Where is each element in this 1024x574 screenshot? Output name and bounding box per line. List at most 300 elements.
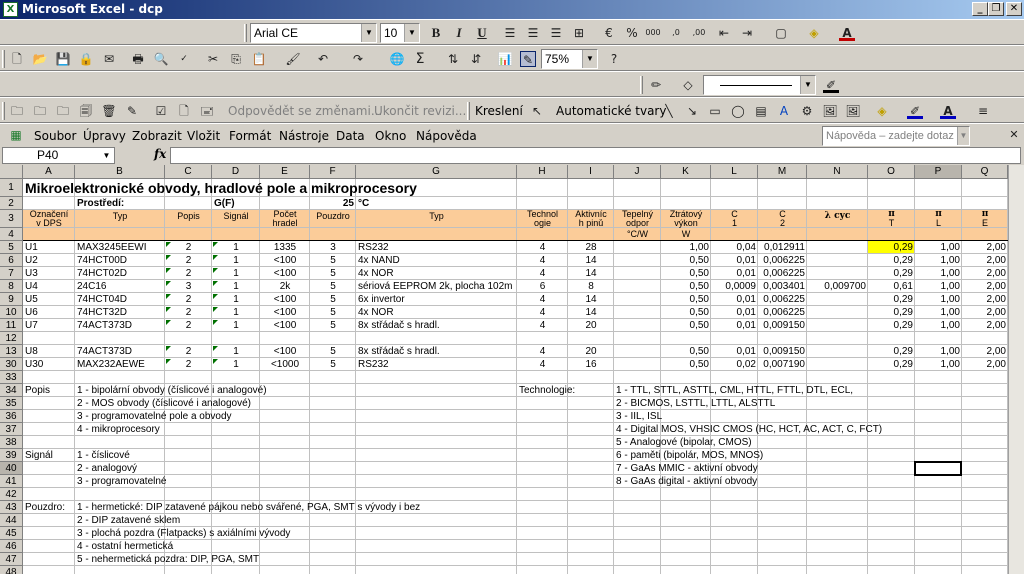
table-cell[interactable]: 2 [185, 294, 192, 305]
row-header-41[interactable]: 41 [0, 475, 23, 488]
toolbar-grip[interactable] [2, 50, 5, 68]
table-cell[interactable]: 0,50 [689, 346, 709, 357]
row-header-2[interactable]: 2 [0, 197, 23, 210]
technology-legend-text[interactable]: 4 - Digital MOS, VHSIC CMOS (HC, HCT, AC, ACT, C, FCT) [616, 424, 883, 435]
technology-legend-text[interactable]: 1 - TTL, STTL, ASTTL, CML, HTTL, FTTL, DTL, ECL, [616, 385, 854, 396]
line-color-icon[interactable]: ✐ [823, 77, 839, 93]
table-cell[interactable]: 1,00 [940, 294, 960, 305]
table-cell[interactable]: 14 [585, 294, 597, 305]
table-cell[interactable]: 0,29 [893, 294, 913, 305]
table-cell[interactable]: 5 [330, 255, 336, 266]
table-cell[interactable]: 5 [330, 320, 336, 331]
prev-comment-icon[interactable]: 🗀 [33, 104, 46, 118]
end-review-button[interactable]: Ukončit revizi... [374, 104, 467, 118]
header-i-line1[interactable]: h pinů [578, 219, 604, 228]
table-cell[interactable]: 1,00 [689, 242, 709, 253]
menu-view[interactable]: Zobrazit [132, 129, 182, 143]
sort-ascending-icon[interactable]: ⇅ [447, 52, 459, 66]
table-cell[interactable]: 8x střádač s hradl. [358, 346, 440, 357]
error-indicator-icon[interactable] [166, 281, 171, 286]
table-cell[interactable]: 2 [185, 320, 192, 331]
cut-icon[interactable]: ✂ [207, 52, 219, 66]
table-cell[interactable]: 0,50 [689, 320, 709, 331]
technology-legend-text[interactable]: 3 - IIL, ISL [616, 411, 663, 422]
error-indicator-icon[interactable] [166, 294, 171, 299]
print-preview-icon[interactable]: 🔍 [153, 52, 169, 66]
restore-button[interactable]: ❐ [988, 2, 1004, 16]
temp-unit[interactable]: °C [358, 198, 370, 209]
decrease-decimal-icon[interactable]: ,00 [692, 28, 706, 37]
table-cell[interactable]: 0,0009 [725, 281, 756, 292]
table-cell[interactable]: <100 [273, 294, 297, 305]
send-icon[interactable]: 🖃 [199, 104, 215, 118]
row-header-44[interactable]: 44 [0, 514, 23, 527]
header-a-line0[interactable]: Označení [29, 210, 69, 219]
show-all-comments-icon[interactable]: 🗐 [80, 104, 92, 118]
table-cell[interactable]: 2 [185, 307, 192, 318]
table-cell[interactable]: 20 [585, 320, 597, 331]
font-color-icon[interactable]: A [839, 25, 855, 41]
table-cell[interactable]: 0,007190 [763, 359, 805, 370]
toolbar-grip[interactable] [467, 102, 470, 120]
column-header-l[interactable]: L [711, 165, 758, 179]
table-cell[interactable]: 1,00 [940, 242, 960, 253]
row-header-40[interactable]: 40 [0, 462, 23, 475]
table-cell[interactable]: 0,02 [736, 359, 756, 370]
increase-decimal-icon[interactable]: ,0 [672, 28, 680, 37]
table-cell[interactable]: 74HCT04D [77, 294, 128, 305]
vertical-scrollbar[interactable] [1008, 165, 1024, 574]
close-button[interactable]: ✕ [1006, 2, 1022, 16]
error-indicator-icon[interactable] [213, 281, 218, 286]
header-h-line0[interactable]: Technol [526, 210, 559, 219]
legend-text[interactable]: 1 - bipolární obvody (číslicové i analogové) [77, 385, 267, 396]
table-cell[interactable]: 8 [588, 281, 594, 292]
table-cell[interactable]: 2,00 [986, 242, 1006, 253]
table-cell[interactable]: 0,009150 [763, 320, 805, 331]
table-cell[interactable]: 1335 [273, 242, 297, 253]
error-indicator-icon[interactable] [213, 294, 218, 299]
table-cell[interactable]: 4x NOR [358, 307, 394, 318]
pencil-icon[interactable]: ✏ [650, 78, 662, 92]
table-cell[interactable]: 1 [233, 242, 239, 253]
delete-comment-icon[interactable]: 🗑 [101, 104, 117, 118]
table-cell[interactable]: 0,006225 [763, 255, 805, 266]
error-indicator-icon[interactable] [166, 320, 171, 325]
table-cell[interactable]: 2 [185, 346, 192, 357]
chevron-down-icon[interactable]: ▼ [404, 24, 419, 42]
table-cell[interactable]: 74HCT02D [77, 268, 128, 279]
row-header-12[interactable]: 12 [0, 332, 23, 345]
table-cell[interactable]: 0,006225 [763, 268, 805, 279]
sort-descending-icon[interactable]: ⇵ [470, 52, 482, 66]
table-cell[interactable]: 2,00 [986, 307, 1006, 318]
error-indicator-icon[interactable] [213, 242, 218, 247]
error-indicator-icon[interactable] [213, 346, 218, 351]
name-box[interactable]: P40 ▼ [2, 147, 115, 164]
legend-text[interactable]: 1 - číslicové [77, 450, 130, 461]
table-cell[interactable]: 1,00 [940, 281, 960, 292]
legend-text[interactable]: 1 - hermetické: DIP zatavené pájkou nebo svářené, PGA, SMT s vývody i bez [77, 502, 421, 513]
table-cell[interactable]: 1 [233, 255, 239, 266]
header-l-line0[interactable]: C [731, 210, 738, 219]
error-indicator-icon[interactable] [166, 307, 171, 312]
table-cell[interactable]: 0,50 [689, 255, 709, 266]
table-cell[interactable]: 0,009150 [763, 346, 805, 357]
column-header-q[interactable]: Q [962, 165, 1008, 179]
chevron-down-icon[interactable]: ▼ [102, 151, 111, 160]
legend-text[interactable]: 2 - MOS obvody (číslicové i analogové) [77, 398, 251, 409]
save-icon[interactable]: 💾 [55, 52, 71, 66]
table-cell[interactable]: 0,01 [736, 307, 756, 318]
chevron-down-icon[interactable]: ▼ [361, 24, 376, 42]
draw-menu-button[interactable]: Kreslení [475, 104, 523, 118]
toolbar-grip[interactable] [640, 76, 643, 94]
worksheet-grid[interactable] [0, 165, 1024, 574]
ink-icon[interactable]: ✎ [126, 104, 138, 118]
table-cell[interactable]: 0,29 [893, 346, 913, 357]
table-cell[interactable]: 74HCT00D [77, 255, 128, 266]
table-cell[interactable]: 5 [330, 281, 336, 292]
merge-center-icon[interactable]: ⊞ [573, 26, 585, 40]
track-changes-icon[interactable]: ☑ [155, 104, 167, 118]
percent-icon[interactable]: % [626, 26, 638, 40]
header-i-line0[interactable]: Aktivníc [575, 210, 607, 219]
header-e-line0[interactable]: Počet [273, 210, 297, 219]
toolbar-grip[interactable] [2, 102, 5, 120]
table-cell[interactable]: 0,01 [736, 294, 756, 305]
line-style-icon[interactable]: ≡ [977, 104, 989, 118]
table-cell[interactable]: 1 [233, 268, 239, 279]
table-cell[interactable]: 5 [330, 294, 336, 305]
table-cell[interactable]: 0,006225 [763, 294, 805, 305]
spelling-icon[interactable]: ✓ [180, 54, 188, 64]
table-cell[interactable]: U8 [25, 346, 38, 357]
table-cell[interactable]: <100 [273, 255, 297, 266]
eraser-icon[interactable]: ◇ [683, 78, 693, 92]
table-cell[interactable]: 0,29 [893, 359, 913, 370]
table-cell[interactable]: 20 [585, 346, 597, 357]
wordart-icon[interactable]: A [779, 104, 789, 118]
table-cell[interactable]: 0,50 [689, 268, 709, 279]
table-cell[interactable]: <100 [273, 307, 297, 318]
row-header-33[interactable]: 33 [0, 371, 23, 384]
menu-file[interactable]: Soubor [34, 129, 77, 143]
header-o-line1[interactable]: T [888, 219, 895, 228]
formula-input[interactable] [170, 147, 1021, 164]
chart-wizard-icon[interactable]: 📊 [497, 52, 513, 66]
table-cell[interactable]: 1,00 [940, 268, 960, 279]
row-header-8[interactable]: 8 [0, 280, 23, 293]
picture-icon[interactable]: 🖼 [845, 104, 861, 118]
technology-legend-text[interactable]: 8 - GaAs digital - aktivní obvody [616, 476, 758, 487]
column-header-h[interactable]: H [517, 165, 568, 179]
diagram-icon[interactable]: ⚙ [801, 104, 813, 118]
row-header-43[interactable]: 43 [0, 501, 23, 514]
open-folder-icon[interactable]: 📂 [32, 52, 48, 66]
chevron-down-icon[interactable]: ▼ [582, 50, 597, 68]
table-cell[interactable]: 14 [585, 307, 597, 318]
table-cell[interactable]: 6x invertor [358, 294, 405, 305]
error-indicator-icon[interactable] [166, 242, 171, 247]
header-j-line2[interactable]: °C/W [626, 229, 649, 239]
column-header-e[interactable]: E [260, 165, 310, 179]
table-cell[interactable]: U2 [25, 255, 38, 266]
table-cell[interactable]: 1 [233, 346, 239, 357]
table-cell[interactable]: 4 [539, 307, 546, 318]
row-header-11[interactable]: 11 [0, 319, 23, 332]
table-cell[interactable]: 1 [233, 294, 239, 305]
header-b[interactable]: Typ [112, 211, 128, 221]
header-m-line0[interactable]: C [779, 210, 786, 219]
table-cell[interactable]: 2 [185, 242, 192, 253]
row-header-10[interactable]: 10 [0, 306, 23, 319]
column-header-g[interactable]: G [356, 165, 517, 179]
borders-icon[interactable]: ▢ [775, 26, 787, 40]
font-size-combo[interactable]: 10 ▼ [380, 23, 420, 43]
legend-text[interactable]: 4 - ostatní hermetická [77, 541, 174, 552]
table-cell[interactable]: 2,00 [986, 268, 1006, 279]
header-h-line1[interactable]: ogie [533, 219, 551, 228]
table-cell[interactable]: <100 [273, 346, 297, 357]
row-header-7[interactable]: 7 [0, 267, 23, 280]
temp-value[interactable]: 25 [342, 198, 354, 209]
line-tool-icon[interactable]: ╲ [665, 104, 673, 118]
header-c[interactable]: Popis [177, 211, 200, 221]
update-file-icon[interactable]: 🗋 [179, 104, 189, 118]
table-cell[interactable]: 4 [539, 255, 546, 266]
oval-tool-icon[interactable]: ◯ [731, 104, 745, 118]
table-cell[interactable]: 4 [539, 242, 546, 253]
selected-cell-p40[interactable] [914, 461, 962, 476]
show-comment-icon[interactable]: 🗀 [10, 104, 23, 118]
italic-icon[interactable]: I [456, 25, 462, 40]
hyperlink-icon[interactable]: 🌐 [389, 52, 405, 66]
error-indicator-icon[interactable] [166, 359, 171, 364]
table-cell[interactable]: RS232 [358, 242, 389, 253]
table-cell[interactable]: 5 [330, 346, 336, 357]
table-cell[interactable]: 1,00 [940, 307, 960, 318]
row-header-1[interactable]: 1 [0, 179, 23, 197]
column-header-o[interactable]: O [868, 165, 915, 179]
help-icon[interactable]: ? [610, 52, 618, 66]
clipart-icon[interactable]: 🖼 [822, 104, 838, 118]
header-e-line1[interactable]: hradel [272, 219, 298, 228]
autosum-icon[interactable]: Σ [415, 51, 425, 67]
row-header-4[interactable]: 4 [0, 228, 23, 241]
header-q-line0[interactable]: π [981, 210, 989, 219]
error-indicator-icon[interactable] [213, 307, 218, 312]
table-cell[interactable]: U3 [25, 268, 38, 279]
close-workbook-icon[interactable]: ✕ [1009, 128, 1019, 141]
table-cell[interactable]: 0,009700 [824, 281, 866, 292]
bold-icon[interactable]: B [431, 25, 441, 40]
column-header-k[interactable]: K [661, 165, 711, 179]
header-l-line1[interactable]: 1 [731, 219, 737, 228]
underline-icon[interactable]: U [477, 25, 487, 40]
table-cell[interactable]: 2,00 [986, 294, 1006, 305]
table-cell[interactable]: 3 [185, 281, 192, 292]
legend-text[interactable]: 2 - analogový [77, 463, 138, 474]
table-cell[interactable]: 4 [539, 294, 546, 305]
table-cell[interactable]: 28 [585, 242, 597, 253]
table-cell[interactable]: 0,003401 [763, 281, 805, 292]
table-cell[interactable]: sériová EEPROM 2k, plocha 102m [358, 281, 513, 292]
row-header-36[interactable]: 36 [0, 410, 23, 423]
table-cell[interactable]: 0,61 [893, 281, 913, 292]
row-header-46[interactable]: 46 [0, 540, 23, 553]
table-cell[interactable]: 1,00 [940, 320, 960, 331]
table-cell[interactable]: 0,50 [689, 281, 709, 292]
line-color-icon[interactable]: ✐ [907, 103, 923, 119]
header-q-line1[interactable]: E [981, 219, 988, 228]
table-cell[interactable]: 1 [233, 320, 239, 331]
error-indicator-icon[interactable] [166, 255, 171, 260]
row-header-45[interactable]: 45 [0, 527, 23, 540]
table-cell[interactable]: 0,012911 [764, 242, 805, 253]
table-cell[interactable]: 0,29 [893, 268, 913, 279]
table-cell[interactable]: MAX3245EEWI [77, 242, 147, 253]
table-cell[interactable]: 74ACT373D [77, 320, 133, 331]
legend-text[interactable]: 5 - nehermetická pozdra: DIP, PGA, SMT [77, 554, 260, 565]
error-indicator-icon[interactable] [213, 255, 218, 260]
table-cell[interactable]: 0,29 [893, 320, 913, 331]
header-o-line0[interactable]: π [888, 210, 895, 219]
menu-insert[interactable]: Vložit [187, 129, 221, 143]
table-cell[interactable]: 0,29 [893, 242, 913, 253]
column-header-p[interactable]: P [915, 165, 962, 179]
table-cell[interactable]: 1 [233, 307, 239, 318]
row-header-13[interactable]: 13 [0, 345, 23, 358]
error-indicator-icon[interactable] [213, 359, 218, 364]
column-header-n[interactable]: N [807, 165, 868, 179]
column-header-m[interactable]: M [758, 165, 807, 179]
paste-icon[interactable]: 📋 [251, 52, 267, 66]
table-cell[interactable]: 1,00 [940, 359, 960, 370]
table-cell[interactable]: 4 [539, 346, 546, 357]
table-cell[interactable]: U4 [25, 281, 38, 292]
error-indicator-icon[interactable] [166, 268, 171, 273]
table-cell[interactable]: 1 [233, 359, 239, 370]
legend-label[interactable]: Popis [25, 385, 51, 396]
workbook-icon[interactable]: ▦ [10, 128, 22, 142]
table-cell[interactable]: 4x NOR [358, 268, 394, 279]
column-header-j[interactable]: J [614, 165, 661, 179]
new-file-icon[interactable]: 🗋 [12, 52, 22, 66]
legend-text[interactable]: 3 - plochá pozdra (Flatpacks) s axiálními vývody [77, 528, 291, 539]
column-header-b[interactable]: B [75, 165, 165, 179]
menu-window[interactable]: Okno [375, 129, 407, 143]
textbox-tool-icon[interactable]: ▤ [755, 104, 767, 118]
table-cell[interactable]: 24C16 [77, 281, 107, 292]
permission-icon[interactable]: 🔒 [78, 52, 94, 66]
table-cell[interactable]: 3 [330, 242, 336, 253]
table-cell[interactable]: 0,29 [893, 255, 913, 266]
table-cell[interactable]: 0,01 [736, 268, 756, 279]
header-d[interactable]: Signál [223, 211, 249, 221]
column-header-f[interactable]: F [310, 165, 356, 179]
legend-text[interactable]: 2 - DIP zatavené sklem [77, 515, 181, 526]
table-cell[interactable]: 0,50 [689, 294, 709, 305]
align-right-icon[interactable]: ☰ [550, 26, 562, 40]
table-cell[interactable]: 74HCT32D [77, 307, 128, 318]
table-cell[interactable]: 74ACT373D [77, 346, 133, 357]
row-header-39[interactable]: 39 [0, 449, 23, 462]
column-header-i[interactable]: I [568, 165, 614, 179]
table-cell[interactable]: 5 [330, 359, 336, 370]
table-cell[interactable]: 0,01 [736, 320, 756, 331]
zoom-combo[interactable]: 75% ▼ [541, 49, 598, 69]
row-header-9[interactable]: 9 [0, 293, 23, 306]
table-cell[interactable]: MAX232AEWE [77, 359, 145, 370]
table-cell[interactable]: 2,00 [986, 359, 1006, 370]
legend-label[interactable]: Pouzdro: [25, 502, 66, 513]
table-cell[interactable]: 2 [185, 359, 192, 370]
header-k-line0[interactable]: Ztrátový [669, 210, 703, 219]
fill-color-icon[interactable]: ◈ [809, 26, 819, 40]
table-cell[interactable]: 1,00 [940, 346, 960, 357]
table-cell[interactable]: 0,04 [736, 242, 756, 253]
arrow-tool-icon[interactable]: ↘ [686, 104, 698, 118]
next-comment-icon[interactable]: 🗀 [56, 104, 69, 118]
header-f[interactable]: Pouzdro [316, 211, 350, 221]
table-cell[interactable]: U5 [25, 294, 38, 305]
increase-indent-icon[interactable]: ⇥ [741, 26, 753, 40]
table-cell[interactable]: 2,00 [986, 320, 1006, 331]
table-cell[interactable]: U30 [25, 359, 44, 370]
menu-edit[interactable]: Úpravy [83, 129, 126, 143]
table-cell[interactable]: 5 [330, 268, 336, 279]
font-name-combo[interactable]: Arial CE ▼ [250, 23, 377, 43]
technology-legend-text[interactable]: 2 - BICMOS, LSTTL, LTTL, ALSTTL [616, 398, 776, 409]
table-cell[interactable]: <100 [273, 268, 297, 279]
print-icon[interactable]: 🖶 [132, 52, 144, 66]
drawing-icon[interactable]: ✎ [520, 51, 536, 67]
header-j-line1[interactable]: odpor [625, 219, 650, 228]
table-cell[interactable]: U7 [25, 320, 38, 331]
legend-text[interactable]: 4 - mikroprocesory [77, 424, 160, 435]
table-cell[interactable]: 4 [539, 268, 546, 279]
table-cell[interactable]: 16 [585, 359, 597, 370]
technology-label[interactable]: Technologie: [519, 385, 576, 396]
table-cell[interactable]: RS232 [358, 359, 389, 370]
row-header-6[interactable]: 6 [0, 254, 23, 267]
menu-tools[interactable]: Nástroje [279, 129, 330, 143]
row-header-35[interactable]: 35 [0, 397, 23, 410]
header-j-line0[interactable]: Tepelný [621, 210, 654, 219]
chevron-down-icon[interactable]: ▼ [957, 127, 969, 145]
technology-legend-text[interactable]: 7 - GaAs MMIC - aktivní obvody [616, 463, 758, 474]
excel-app-icon[interactable]: X [3, 2, 18, 17]
chevron-down-icon[interactable]: ▼ [800, 76, 815, 94]
fill-color-icon[interactable]: ◈ [877, 104, 887, 118]
decrease-indent-icon[interactable]: ⇤ [718, 26, 730, 40]
table-cell[interactable]: 5 [330, 307, 336, 318]
table-cell[interactable]: 4x NAND [358, 255, 400, 266]
table-cell[interactable]: U1 [25, 242, 38, 253]
format-painter-icon[interactable]: 🖌 [285, 52, 301, 66]
table-cell[interactable]: 2,00 [986, 255, 1006, 266]
menu-data[interactable]: Data [336, 129, 365, 143]
column-header-c[interactable]: C [165, 165, 212, 179]
legend-text[interactable]: 3 - programovatelné [77, 476, 167, 487]
menu-format[interactable]: Formát [229, 129, 272, 143]
table-cell[interactable]: <100 [273, 320, 297, 331]
sheet-title[interactable]: Mikroelektronické obvody, hradlové pole a mikroprocesory [25, 180, 417, 196]
table-cell[interactable]: 2 [185, 268, 192, 279]
table-cell[interactable]: U6 [25, 307, 38, 318]
align-left-icon[interactable]: ☰ [504, 26, 516, 40]
